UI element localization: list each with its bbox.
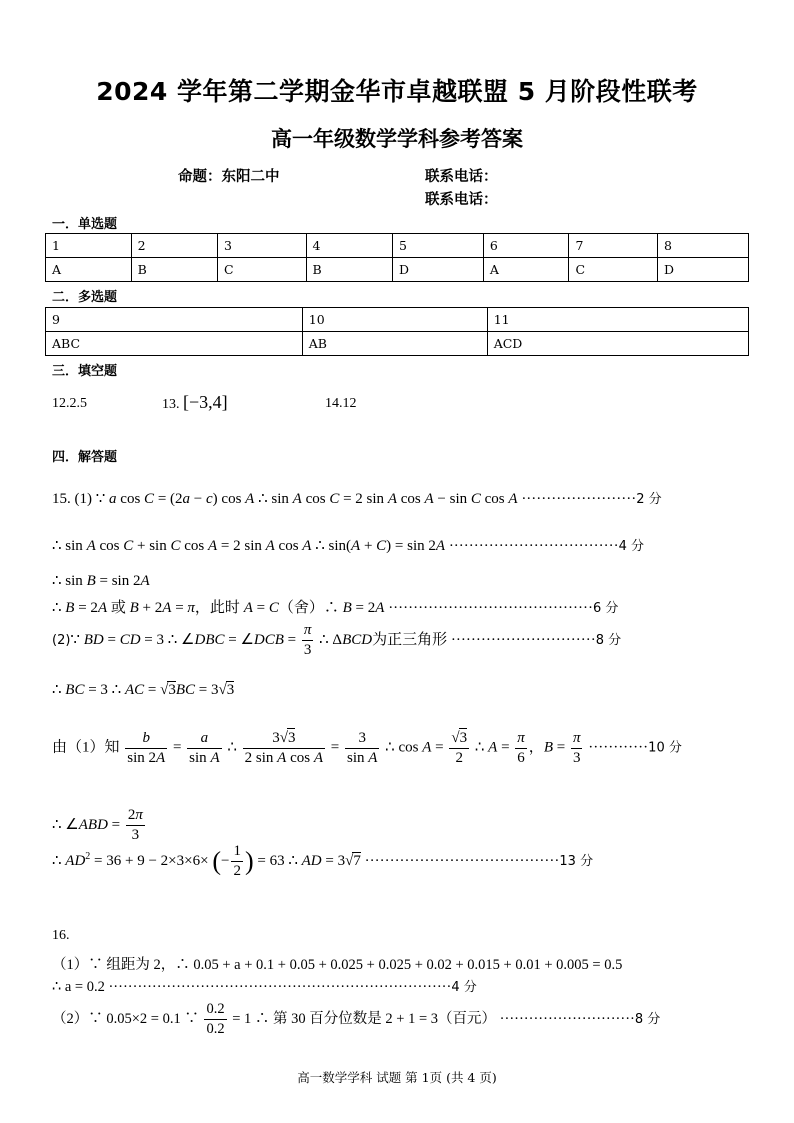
table-row <box>46 308 749 332</box>
table-cell: 6 <box>483 234 569 258</box>
table-cell: 1 <box>46 234 132 258</box>
table-cell: B <box>131 258 217 282</box>
score: 4 分 <box>618 539 645 554</box>
q16-number: 16. <box>52 928 70 943</box>
table-cell: 4 <box>306 234 392 258</box>
q15-l4-text: ，此时 <box>194 600 240 616</box>
q15-part1-label: 15. (1) <box>52 491 92 507</box>
page-subtitle: 高一年级数学学科参考答案 <box>271 127 523 151</box>
answer-q12: 12.2.5 <box>52 396 87 411</box>
author-label: 命题：东阳二中 <box>178 169 280 185</box>
q15-line-6: ∴ BC = 3 ∴ AC = √3BC = 3√3 <box>52 682 235 698</box>
score: 2 分 <box>636 492 662 507</box>
q13-interval: [−3,4] <box>183 392 228 412</box>
section-solve: 四．解答题 <box>52 450 118 465</box>
multi-choice-table <box>45 307 749 356</box>
score: 4 分 <box>451 980 477 995</box>
section-single-choice: 一．单选题 <box>52 217 118 232</box>
q16-l1-expr: ∴ 0.05 + a + 0.1 + 0.05 + 0.025 + 0.025 + 0.02 + 0.015 + 0.01 + 0.005 = 0.5 <box>175 957 623 973</box>
frac-den: 0.2 <box>206 1021 225 1037</box>
page-title: 2024 学年第二学期金华市卓越联盟 5 月阶段性联考 <box>96 77 698 106</box>
score: 8 分 <box>634 1011 661 1027</box>
q16-l1-prefix: （1）∵ 组距为 2， <box>52 957 176 973</box>
page-footer: 高一数学学科 试题 第 1页 (共 4 页) <box>297 1070 497 1085</box>
q16-l3-mid: = 1 ∴ 第 30 百分位数是 2 + 1 = 3（百元） <box>232 1010 497 1027</box>
table-cell: 2 <box>131 234 217 258</box>
score: 10 分 <box>648 740 682 756</box>
single-choice-table <box>45 233 749 282</box>
score: 13 分 <box>559 853 594 869</box>
q15-line-9: ∴ $AD^2 = 36 + 9 - 2\times 3\times 6\times$ (− $\frac{1}{2}$ ) = 63 ∴ AD = 3√7 ·······································13 分 <box>52 843 594 879</box>
q16-line-1 <box>52 953 622 974</box>
q16-l3-prefix: （2）∵ 0.05×2 = 0.1 ∵ <box>52 1010 199 1027</box>
table-cell: D <box>658 258 749 282</box>
table-cell: 8 <box>658 234 749 258</box>
table-cell: B <box>306 258 392 282</box>
table-row <box>46 258 749 282</box>
contact-1: 联系电话： <box>425 169 498 185</box>
score: 8 分 <box>595 632 622 648</box>
q15-l4-paren: （舍） <box>278 600 324 616</box>
section-multi-choice: 二．多选题 <box>52 290 118 305</box>
table-cell: C <box>569 258 658 282</box>
frac-num: 0.2 <box>204 1000 226 1020</box>
q15-l5-text: 为正三角形 <box>372 631 448 648</box>
q15-line-1: 15. (1) ∵ a cos C = (2a − c) cos A ∴ sin A cos C = 2 sin A cos A − sin C cos A ·······················2 分 <box>52 491 662 507</box>
contact-2: 联系电话： <box>425 192 498 208</box>
table-cell: D <box>392 258 483 282</box>
q15-line-4: ∴ B = 2A 或 B + 2A = π，此时 A = C（舍）∴ B = 2A ·········································6 分 <box>52 600 619 616</box>
q16-line-2: ∴ a = 0.2 ·······································································4 分 <box>52 979 477 995</box>
table-cell: 5 <box>392 234 483 258</box>
answer-q14: 14.12 <box>325 396 357 411</box>
table-cell: 10 <box>302 308 487 332</box>
table-row <box>46 234 749 258</box>
q15-line-3: ∴ sin B = sin 2A <box>52 573 150 589</box>
score: 6 分 <box>593 601 619 616</box>
table-cell: ACD <box>487 332 748 356</box>
q13-label: 13. <box>162 397 180 412</box>
table-cell: 11 <box>487 308 748 332</box>
q15-line-8: ∴ ∠ABD = $\frac{2\pi}{3}$ <box>52 807 143 843</box>
table-cell: A <box>483 258 569 282</box>
q15-l7-prefix: 由（1）知 <box>52 739 120 756</box>
q16-l2-expr: ∴ a = 0.2 <box>52 979 105 995</box>
table-cell: AB <box>302 332 487 356</box>
q15-line-5: (2)∵ BD = CD = 3 ∴ ∠DBC = ∠DCB = $\frac{\pi}{3}$ ∴ ΔBCD为正三角形 ·····························8 分 <box>52 622 622 658</box>
q15-line-7: 由（1）知 $\frac{b}{\sin 2A}$ = $\frac{a}{\text{sin A}}$ ∴ $\frac{3√3}{\text{2 sin A cos A}}$ = $\frac{3}{\text{sin A}}$ ∴ cos A = $\frac{√3}{2}$ ∴ A = $\frac{\pi}{6}$ ，B = $\frac{\pi}{3}$ ············10 分 <box>52 729 682 766</box>
answer-q13 <box>162 392 228 413</box>
table-cell: ABC <box>46 332 303 356</box>
q16-line-3: （2）∵ 0.05×2 = 0.1 ∵ $\frac{0.2}{0.2}$ = 1 ∴ 第 30 百分位数是 2 + 1 = 3（百元） ····························8 分 <box>52 1001 661 1037</box>
table-cell: C <box>218 258 307 282</box>
q15-part2-label: (2) <box>52 632 71 648</box>
table-cell: A <box>46 258 132 282</box>
table-cell: 9 <box>46 308 303 332</box>
table-cell: 3 <box>218 234 307 258</box>
q15-line-2: ∴ sin A cos C + sin C cos A = 2 sin A cos A ∴ sin(A + C) = sin 2A ··································4 分 <box>52 538 645 554</box>
table-row <box>46 332 749 356</box>
section-fill-in: 三．填空题 <box>52 364 118 379</box>
table-cell: 7 <box>569 234 658 258</box>
